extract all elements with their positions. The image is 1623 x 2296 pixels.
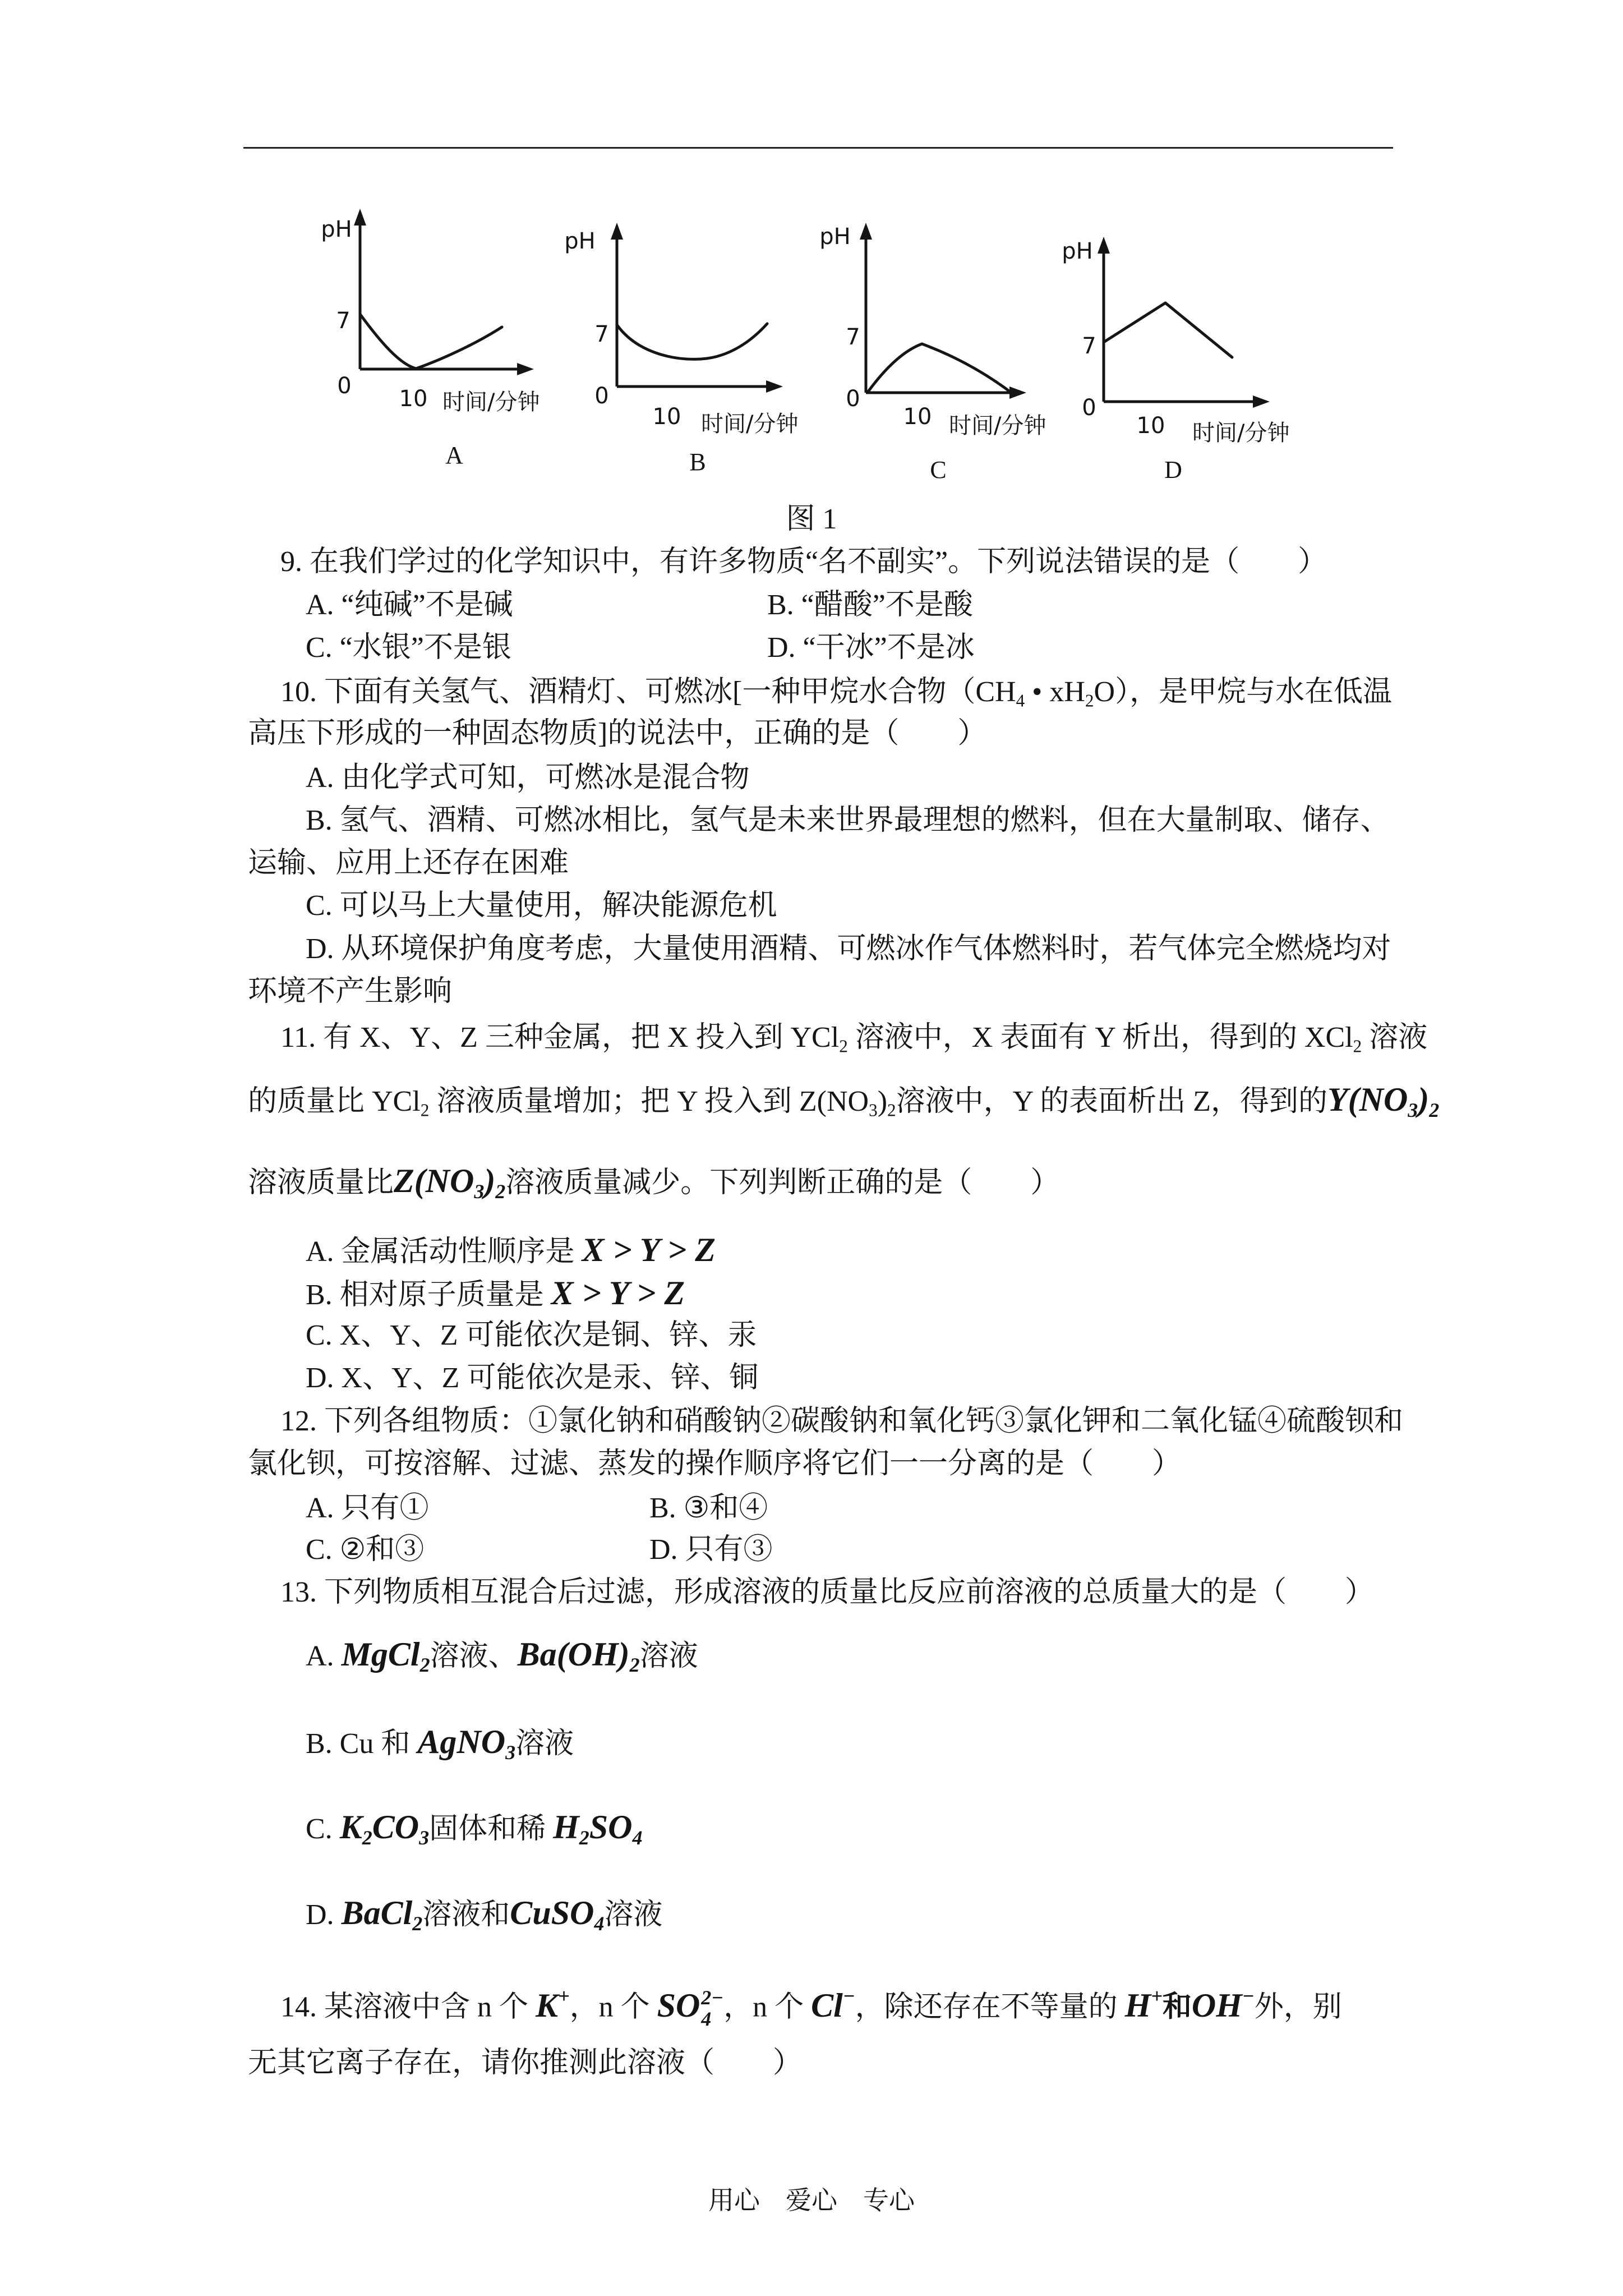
y-tick-label: 7 xyxy=(336,308,351,334)
figure-caption: 图 1 xyxy=(786,503,837,535)
question-11-stem-line-2 xyxy=(248,1083,1439,1119)
figure-1 xyxy=(0,0,1623,505)
question-13-stem: 13. 下列物质相互混合后过滤，形成溶液的质量比反应前溶液的总质量大的是（ ） xyxy=(280,1576,1375,1608)
question-11-stem-line-1 xyxy=(280,1021,1427,1055)
stem-text: 14. 某溶液中含 n 个 xyxy=(280,1991,536,2023)
option-label: B. Cu 和 xyxy=(306,1728,418,1760)
subscript: 2 xyxy=(579,1826,589,1849)
option-12a: A. 只有① xyxy=(306,1492,429,1524)
stem-text: ) xyxy=(877,1085,888,1117)
subscript: 2 xyxy=(362,1826,372,1849)
origin-label: 0 xyxy=(846,386,860,412)
x-axis-label: 时间/分钟 xyxy=(442,389,540,415)
ion-formula xyxy=(1191,1984,1255,2024)
option-text: A. 金属活动性顺序是 xyxy=(306,1236,582,1268)
formula xyxy=(341,1636,430,1676)
option-text: B. 相对原子质量是 xyxy=(306,1279,551,1311)
graph-b xyxy=(564,223,798,476)
x-tick-label: 10 xyxy=(399,386,428,412)
formula-text: K xyxy=(536,1986,559,2024)
graph-d xyxy=(1062,237,1289,484)
graph-c xyxy=(819,223,1046,484)
stem-text: ，n 个 xyxy=(723,1991,811,2023)
y-axis-arrow xyxy=(611,223,623,240)
graph-label: A xyxy=(445,441,463,469)
ph-curve xyxy=(868,344,1011,392)
subscript: 2 xyxy=(1353,1036,1362,1056)
formula-text: SO xyxy=(589,1809,633,1846)
stem-text: 和 xyxy=(1162,1991,1192,2023)
formula-text: ) xyxy=(1418,1081,1430,1118)
option-10a: A. 由化学式可知，可燃冰是混合物 xyxy=(306,762,750,794)
stem-text: 外，别 xyxy=(1254,1991,1342,2023)
page-footer: 用心 爱心 专心 xyxy=(708,2186,915,2215)
subscript: 2 xyxy=(419,1653,430,1676)
subscript: 2 xyxy=(495,1180,506,1203)
question-10-stem-line-2: 高压下形成的一种固态物质]的说法中，正确的是（ ） xyxy=(248,717,987,749)
stem-text: 的质量比 YCl xyxy=(248,1085,421,1117)
formula-text: Ba(OH) xyxy=(517,1636,630,1673)
subscript: 3 xyxy=(419,1826,430,1849)
ph-curve xyxy=(617,324,767,359)
formula xyxy=(517,1636,640,1676)
ion-formula xyxy=(811,1984,855,2024)
option-10b-line-2: 运输、应用上还存在困难 xyxy=(248,847,569,879)
formula xyxy=(553,1809,643,1849)
option-13b xyxy=(306,1723,574,1764)
graph-label: C xyxy=(930,456,947,484)
subscript: 3 xyxy=(1408,1098,1418,1121)
question-10-stem-line-1 xyxy=(280,675,1392,709)
formula-text: H xyxy=(1124,1986,1151,2024)
option-11a xyxy=(306,1233,716,1269)
subscript: 3 xyxy=(869,1100,878,1120)
stem-text: • xH xyxy=(1025,676,1085,708)
y-axis-arrow xyxy=(860,223,872,240)
stem-text: ，n 个 xyxy=(569,1991,657,2023)
question-12-stem-line-2: 氯化钡，可按溶解、过滤、蒸发的操作顺序将它们一一分离的是（ ） xyxy=(248,1448,1182,1480)
option-11b xyxy=(306,1276,685,1312)
stem-text: 溶液中，X 表面有 Y 析出，得到的 XCl xyxy=(847,1022,1353,1053)
formula xyxy=(1327,1081,1440,1121)
x-axis-label: 时间/分钟 xyxy=(701,411,799,437)
formula xyxy=(339,1809,430,1849)
y-axis-label: pH xyxy=(321,217,352,242)
option-12d: D. 只有③ xyxy=(649,1534,773,1566)
charge-and-subscript xyxy=(701,1987,723,2030)
option-10b-line-1: B. 氢气、酒精、可燃冰相比，氢气是未来世界最理想的燃料，但在大量制取、储存、 xyxy=(306,804,1390,836)
y-tick-label: 7 xyxy=(846,324,860,350)
formula-text: Y(NO xyxy=(1327,1081,1408,1118)
question-11-stem-line-3 xyxy=(248,1162,1060,1203)
subscript: 2 xyxy=(412,1912,423,1935)
subscript: 3 xyxy=(474,1180,485,1203)
x-axis-arrow xyxy=(766,380,783,393)
option-text: 溶液和 xyxy=(422,1899,510,1931)
formula xyxy=(417,1723,516,1764)
stem-text: 溶液质量增加；把 Y 投入到 Z(NO xyxy=(429,1085,869,1117)
subscript: 2 xyxy=(839,1036,848,1056)
subscript: 2 xyxy=(887,1100,896,1120)
formula-text: AgNO xyxy=(417,1723,506,1760)
question-9-stem: 9. 在我们学过的化学知识中，有许多物质“名不副实”。下列说法错误的是（ ） xyxy=(280,546,1327,578)
stem-text: 溶液质量比 xyxy=(248,1167,394,1199)
x-tick-label: 10 xyxy=(652,404,681,430)
option-13d xyxy=(306,1894,663,1935)
x-axis-arrow xyxy=(517,363,534,375)
x-tick-label: 10 xyxy=(903,404,932,430)
subscript: 4 xyxy=(701,2007,712,2030)
superscript: + xyxy=(1151,1984,1163,2007)
subscript: 2 xyxy=(629,1653,640,1676)
y-axis-label: pH xyxy=(1062,238,1093,264)
option-12b: B. ③和④ xyxy=(649,1492,768,1524)
superscript: − xyxy=(842,1984,855,2007)
ph-curve xyxy=(360,314,502,369)
option-10d-line-1: D. 从环境保护角度考虑，大量使用酒精、可燃冰作气体燃料时，若气体完全燃烧均对 xyxy=(306,933,1391,965)
option-label: D. xyxy=(306,1899,342,1931)
question-14-stem-line-2: 无其它离子存在，请你推测此溶液（ ） xyxy=(248,2047,803,2079)
x-axis-arrow xyxy=(1253,395,1270,408)
subscript: 2 xyxy=(420,1100,430,1120)
subscript: 4 xyxy=(1016,691,1025,711)
option-label: A. xyxy=(306,1640,342,1672)
ion-formula xyxy=(1124,1984,1163,2024)
option-10c: C. 可以马上大量使用，解决能源危机 xyxy=(306,890,777,922)
subscript: 2 xyxy=(1085,691,1094,711)
superscript: 2− xyxy=(701,1986,724,2009)
graph-a xyxy=(321,209,540,469)
question-12-stem-line-1: 12. 下列各组物质：①氯化钠和硝酸钠②碳酸钠和氧化钙③氯化钾和二氧化锰④硫酸钡和 xyxy=(280,1405,1404,1437)
formula-text: ) xyxy=(484,1162,496,1199)
formula-text: MgCl xyxy=(341,1636,420,1673)
ph-curve xyxy=(1104,303,1232,357)
formula-text: OH xyxy=(1191,1986,1242,2024)
option-13c xyxy=(306,1809,643,1849)
formula-text: Z(NO xyxy=(394,1162,474,1199)
option-9b: B. “醋酸”不是酸 xyxy=(767,589,973,621)
stem-text: 10. 下面有关氢气、酒精灯、可燃冰[一种甲烷水合物（CH xyxy=(280,676,1016,708)
ion-formula xyxy=(657,1986,724,2030)
y-axis-arrow xyxy=(1098,237,1110,254)
option-9c: C. “水银”不是银 xyxy=(306,632,511,664)
x-axis-label: 时间/分钟 xyxy=(1192,420,1290,446)
option-label: C. xyxy=(306,1813,340,1845)
superscript: − xyxy=(1242,1984,1255,2007)
y-axis-arrow xyxy=(354,209,366,226)
option-13a xyxy=(306,1636,698,1676)
ion-formula xyxy=(536,1984,570,2024)
option-11d: D. X、Y、Z 可能依次是汞、锌、铜 xyxy=(306,1362,759,1394)
subscript: 4 xyxy=(632,1826,643,1849)
origin-label: 0 xyxy=(337,373,352,399)
option-11c: C. X、Y、Z 可能依次是铜、锌、汞 xyxy=(306,1319,757,1351)
formula-text: CO xyxy=(372,1809,419,1846)
question-14-stem-line-1 xyxy=(280,1984,1342,2030)
option-9d: D. “干冰”不是冰 xyxy=(767,632,975,664)
option-text: 溶液 xyxy=(604,1899,663,1931)
option-text: 溶液 xyxy=(515,1728,574,1760)
formula-text: CuSO xyxy=(510,1894,594,1931)
option-text: 溶液、 xyxy=(430,1640,518,1672)
formula-text: BaCl xyxy=(341,1894,413,1931)
formula xyxy=(394,1162,506,1203)
stem-text: O），是甲烷与水在低温 xyxy=(1094,676,1393,708)
formula xyxy=(341,1894,423,1935)
formula-text: Cl xyxy=(811,1986,843,2024)
stem-text: 溶液中，Y 的表面析出 Z，得到的 xyxy=(896,1085,1327,1117)
subscript: 3 xyxy=(505,1741,516,1764)
option-text: 固体和稀 xyxy=(429,1813,554,1845)
x-axis-arrow xyxy=(1009,386,1026,399)
x-axis-label: 时间/分钟 xyxy=(949,413,1046,439)
formula-text: SO xyxy=(657,1986,700,2024)
stem-text: 溶液质量减少。下列判断正确的是（ ） xyxy=(505,1167,1060,1199)
formula-text: H xyxy=(553,1809,579,1846)
superscript: + xyxy=(558,1984,570,2007)
graph-label: B xyxy=(689,448,706,476)
stem-text: 11. 有 X、Y、Z 三种金属，把 X 投入到 YCl xyxy=(280,1022,840,1053)
option-text: 溶液 xyxy=(639,1640,698,1672)
formula xyxy=(510,1894,605,1935)
formula-text: K xyxy=(339,1809,362,1846)
stem-text: 溶液 xyxy=(1362,1022,1428,1053)
graph-label: D xyxy=(1164,456,1182,484)
y-tick-label: 7 xyxy=(1082,333,1096,359)
option-10d-line-2: 环境不产生影响 xyxy=(248,976,453,1007)
x-tick-label: 10 xyxy=(1136,413,1165,439)
formula: X > Y > Z xyxy=(551,1274,685,1312)
y-axis-label: pH xyxy=(819,224,851,250)
origin-label: 0 xyxy=(1082,395,1096,421)
stem-text: ，除还存在不等量的 xyxy=(855,1991,1125,2023)
origin-label: 0 xyxy=(594,383,609,409)
subscript: 4 xyxy=(594,1912,605,1935)
formula: X > Y > Z xyxy=(582,1231,716,1268)
option-12c: C. ②和③ xyxy=(306,1534,425,1566)
y-axis-label: pH xyxy=(564,228,596,254)
subscript: 2 xyxy=(1429,1098,1440,1121)
y-tick-label: 7 xyxy=(594,321,609,347)
option-9a: A. “纯碱”不是碱 xyxy=(306,589,513,621)
